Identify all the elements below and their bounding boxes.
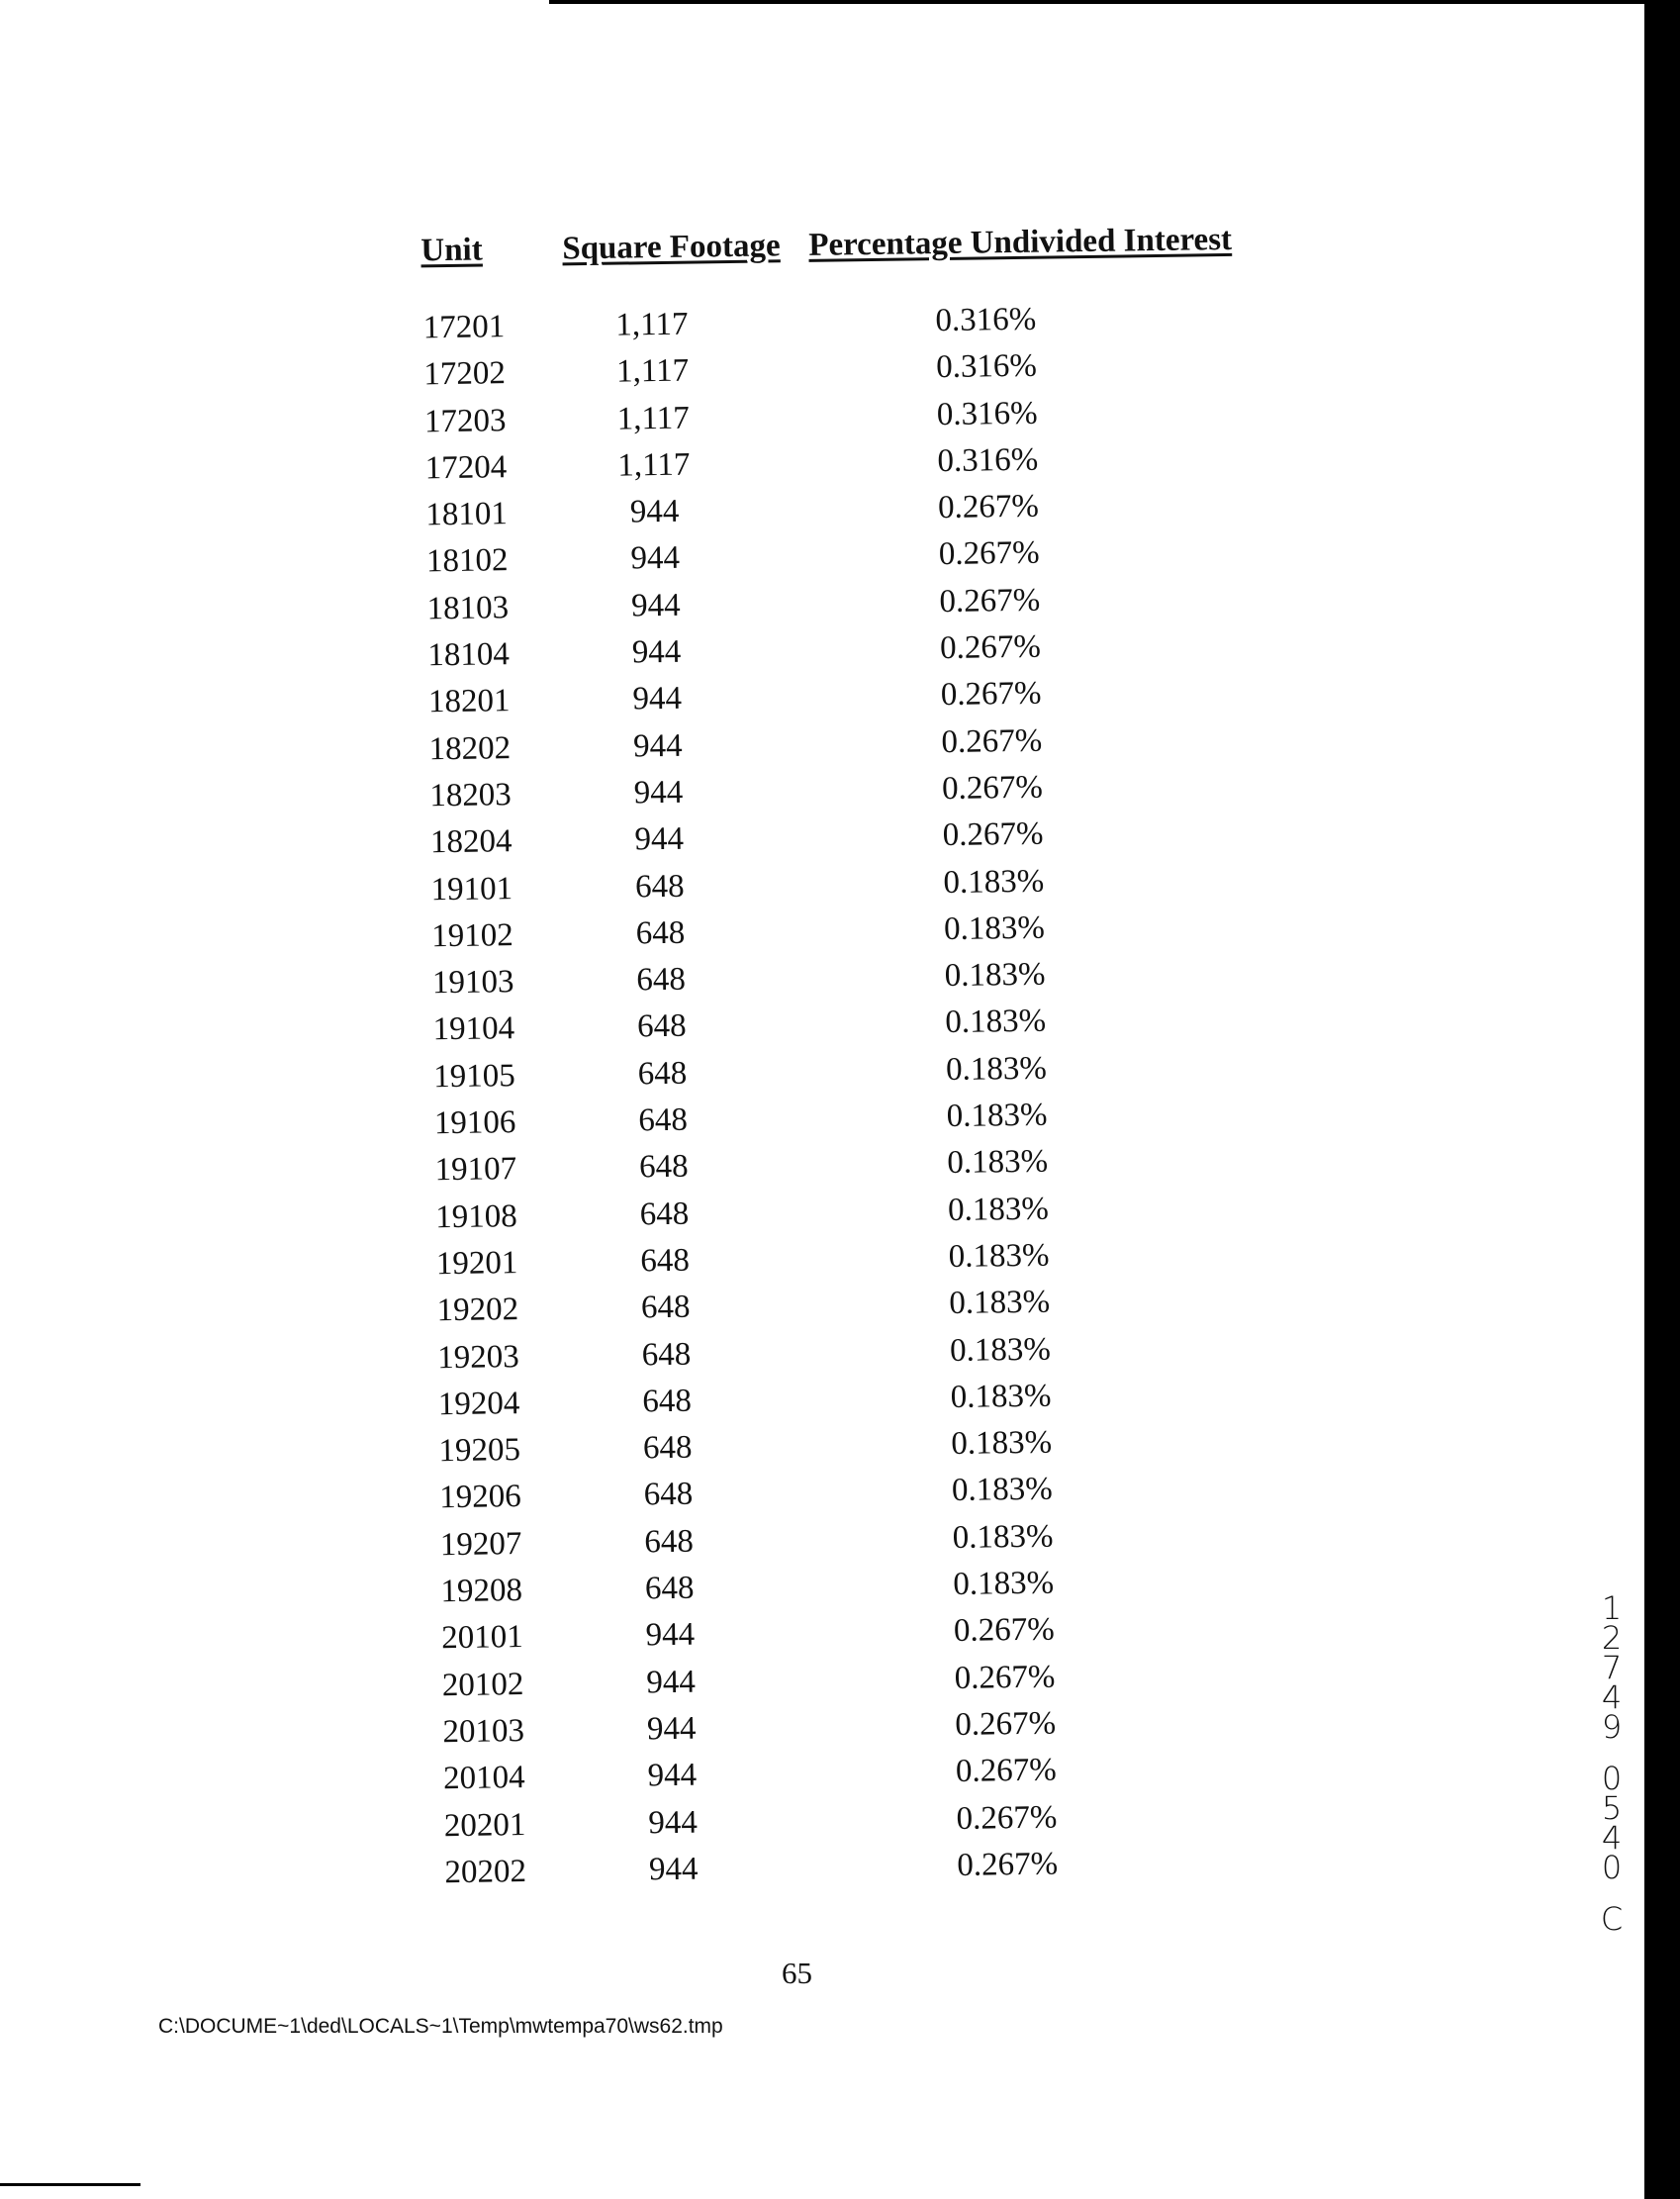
square-footage-cell: 648 [643, 1477, 694, 1513]
unit-cell: 20202 [444, 1853, 527, 1890]
percentage-cell: 0.183% [943, 863, 1045, 901]
percentage-cell: 0.267% [940, 676, 1042, 714]
unit-cell: 18101 [425, 496, 509, 533]
percentage-cell: 0.183% [945, 1050, 1048, 1088]
square-footage-cell: 648 [637, 1055, 688, 1093]
square-footage-cell: 648 [636, 961, 687, 999]
percentage-cell: 0.183% [946, 1097, 1048, 1135]
square-footage-cell: 648 [638, 1149, 689, 1186]
percentage-cell: 0.267% [955, 1705, 1057, 1743]
percentage-cell: 0.183% [947, 1143, 1049, 1182]
square-footage-cell: 648 [639, 1195, 690, 1233]
square-footage-cell: 944 [629, 493, 680, 530]
percentage-cell: 0.267% [942, 815, 1044, 854]
scan-edge-bottom [0, 2183, 140, 2186]
square-footage-cell: 648 [642, 1429, 693, 1467]
table-body [377, 298, 1289, 1902]
side-stamp [1589, 1589, 1634, 1938]
table-header-row [376, 213, 1267, 311]
square-footage-cell: 944 [646, 1710, 697, 1748]
unit-cell: 17202 [423, 355, 507, 393]
unit-cell: 19202 [436, 1291, 519, 1329]
percentage-cell: 0.267% [956, 1799, 1058, 1837]
unit-cell: 19106 [433, 1104, 516, 1142]
square-footage-cell: 648 [638, 1101, 689, 1139]
square-footage-cell: 1,117 [617, 446, 691, 484]
square-footage-cell: 944 [648, 1851, 699, 1888]
unit-cell: 20101 [440, 1619, 523, 1657]
percentage-cell: 0.316% [937, 441, 1039, 479]
scan-edge-right [1644, 0, 1680, 2199]
unit-cell: 18103 [426, 589, 510, 627]
unit-cell: 19104 [432, 1010, 515, 1048]
square-footage-cell: 944 [645, 1616, 696, 1654]
percentage-cell: 0.183% [947, 1191, 1050, 1228]
percentage-cell: 0.183% [951, 1472, 1054, 1509]
square-footage-cell: 944 [630, 587, 681, 624]
square-footage-cell: 944 [630, 540, 681, 577]
header-square-footage: Square Footage [562, 228, 781, 267]
percentage-cell: 0.183% [943, 909, 1046, 947]
unit-cell: 17203 [423, 402, 507, 439]
unit-cell: 19203 [436, 1338, 519, 1376]
unit-cell: 19207 [439, 1525, 522, 1563]
square-footage-cell: 944 [646, 1664, 697, 1700]
square-footage-cell: 648 [634, 868, 685, 905]
percentage-cell: 0.183% [953, 1565, 1055, 1603]
document-page [376, 213, 1290, 1901]
unit-cell: 18102 [425, 542, 509, 580]
unit-cell: 17201 [422, 309, 506, 346]
percentage-cell: 0.267% [939, 628, 1042, 667]
percentage-cell: 0.183% [949, 1331, 1052, 1369]
square-footage-cell: 648 [640, 1242, 691, 1280]
percentage-cell: 0.183% [951, 1424, 1053, 1463]
header-unit: Unit [420, 232, 483, 269]
square-footage-cell: 648 [644, 1570, 695, 1607]
percentage-cell: 0.267% [941, 769, 1044, 808]
square-footage-cell: 944 [648, 1804, 699, 1841]
unit-cell: 18104 [427, 636, 511, 674]
scan-edge-top [549, 0, 1680, 4]
percentage-cell: 0.183% [950, 1378, 1052, 1415]
unit-cell: 19205 [438, 1432, 521, 1470]
percentage-cell: 0.267% [957, 1846, 1059, 1883]
percentage-cell: 0.316% [935, 301, 1037, 339]
percentage-cell: 0.316% [935, 347, 1038, 386]
square-footage-cell: 648 [641, 1336, 692, 1373]
unit-cell: 19208 [440, 1573, 523, 1610]
square-footage-cell: 944 [633, 774, 684, 812]
unit-cell: 18203 [429, 777, 513, 814]
square-footage-cell: 648 [635, 914, 686, 952]
square-footage-cell: 1,117 [616, 400, 691, 437]
unit-cell: 19102 [431, 916, 514, 955]
stamp-group-3: C [1600, 1900, 1624, 1938]
percentage-cell: 0.267% [955, 1752, 1057, 1790]
unit-cell: 20104 [442, 1760, 525, 1797]
stamp-group-2: 0 5 4 0 [1601, 1760, 1623, 1886]
percentage-cell: 0.183% [952, 1518, 1054, 1556]
square-footage-cell: 1,117 [615, 352, 690, 390]
unit-cell: 19103 [431, 964, 514, 1002]
file-path-footer: C:\DOCUME~1\ded\LOCALS~1\Temp\mwtempa70\ws62.tmp [158, 2015, 723, 2038]
percentage-cell: 0.183% [949, 1284, 1051, 1322]
unit-cell: 19204 [437, 1385, 520, 1423]
square-footage-cell: 944 [632, 727, 683, 765]
unit-cell: 19101 [430, 870, 513, 908]
square-footage-cell: 944 [647, 1757, 698, 1794]
unit-cell: 19105 [433, 1057, 516, 1096]
unit-cell: 19108 [434, 1197, 517, 1235]
page-number: 65 [782, 1956, 812, 1990]
stamp-group-1: 1 2 7 4 9 [1601, 1589, 1623, 1746]
unit-cell: 20103 [442, 1712, 525, 1751]
percentage-cell: 0.267% [941, 722, 1043, 760]
unit-cell: 19107 [434, 1151, 517, 1189]
percentage-cell: 0.183% [948, 1237, 1050, 1275]
percentage-cell: 0.183% [945, 1004, 1047, 1041]
square-footage-cell: 648 [636, 1008, 687, 1045]
square-footage-cell: 648 [640, 1289, 691, 1326]
unit-cell: 20201 [443, 1806, 526, 1844]
square-footage-cell: 944 [634, 820, 685, 858]
square-footage-cell: 648 [644, 1523, 695, 1561]
unit-cell: 20102 [441, 1666, 524, 1703]
unit-cell: 18201 [427, 683, 511, 720]
square-footage-cell: 1,117 [615, 306, 689, 343]
square-footage-cell: 944 [631, 633, 682, 671]
unit-cell: 18202 [428, 729, 512, 767]
unit-cell: 18204 [429, 823, 513, 861]
header-percentage-undivided-interest: Percentage Undivided Interest [808, 221, 1233, 263]
percentage-cell: 0.267% [937, 488, 1040, 526]
percentage-cell: 0.267% [954, 1659, 1056, 1696]
percentage-cell: 0.183% [944, 956, 1046, 995]
square-footage-cell: 648 [642, 1383, 693, 1420]
unit-cell: 17204 [424, 449, 508, 487]
unit-cell: 19201 [435, 1245, 518, 1283]
square-footage-cell: 944 [632, 681, 683, 717]
percentage-cell: 0.267% [953, 1611, 1056, 1650]
unit-cell: 19206 [438, 1479, 521, 1516]
percentage-cell: 0.267% [939, 582, 1041, 620]
percentage-cell: 0.316% [936, 395, 1038, 432]
percentage-cell: 0.267% [938, 535, 1040, 573]
